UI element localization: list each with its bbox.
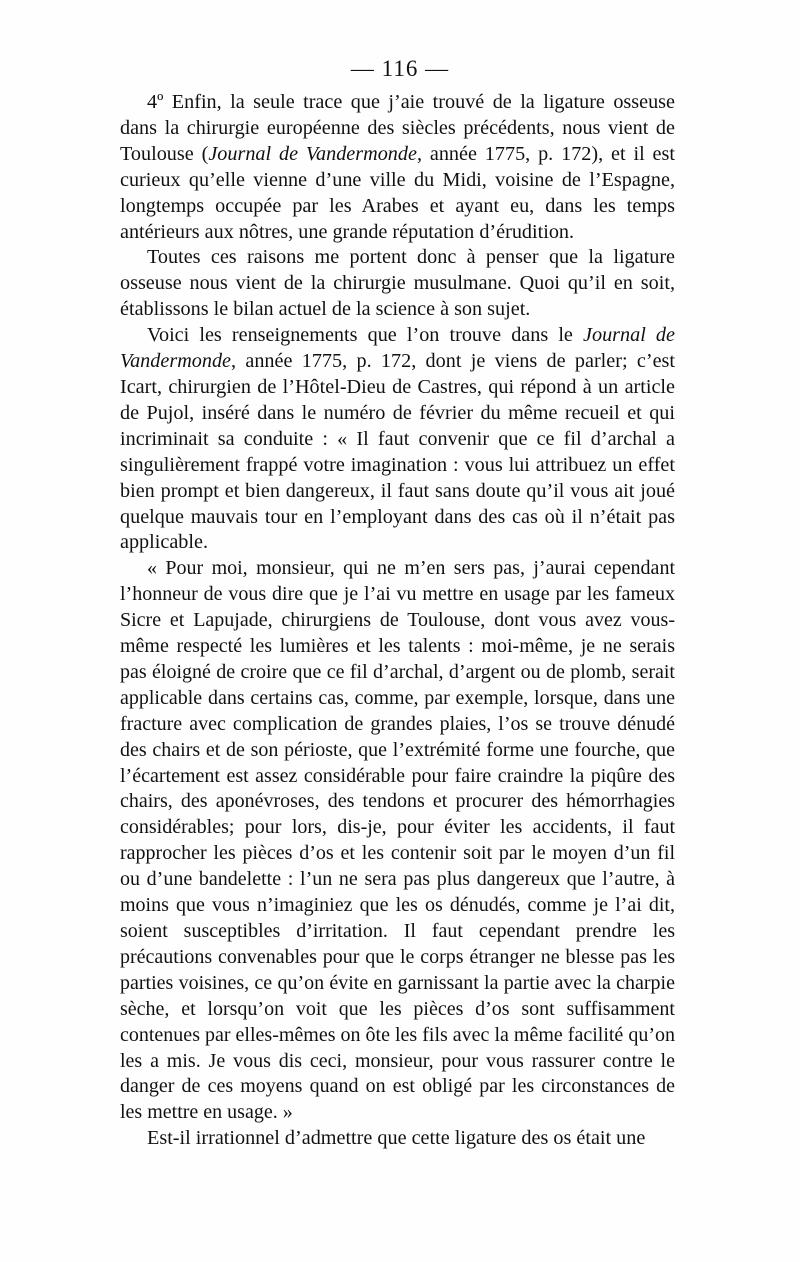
paragraph-2 [120, 245, 675, 323]
text-run: « Pour moi, monsieur, qui ne m’en sers pas, j’aurai cependant l’honneur de vous dire que je l’ai vu mettre en usage par les fameux Sicre et Lapujade, chirurgiens de Toulouse, dont vous avez vous-même respecté les lumières et les talents : moi-même, je ne serais pas éloigné de croire que ce fil d’archal, d’argent ou de plomb, serait applicable dans certains cas, comme, par exemple, lorsque, dans une fracture avec complication de grandes plaies, l’os se trouve dénudé des chairs et de son périoste, que l’extrémité forme une fourche, que l’écartement est assez considérable pour faire craindre la piqûre des chairs, des aponévroses, des tendons et procurer des hémorrhagies considérables; pour lors, dis-je, pour éviter les accidents, il faut rapprocher les pièces d’os et les contenir soit par le moyen d’un fil ou d’une bandelette : l’un ne sera pas plus dangereux que l’autre, à moins que vous n’imaginiez que les os dénudés, comme je l’ai dit, soient susceptibles d’irritation. Il faut cependant prendre les précautions convenables pour que le corps étranger ne blesse pas les parties voisines, ce qu’on évite en garnissant la partie avec la charpie sèche, et lorsqu’on voit que les pièces d’os sont suffisamment contenues par elles-mêmes on ôte les fils avec la même facilité qu’on les a mis. Je vous dis ceci, monsieur, pour vous rassurer contre le danger de ces moyens quand on est obligé par les circonstances de les mettre en usage. » [120, 557, 675, 1124]
paragraph-4-quotation [120, 556, 675, 1126]
text-run: Voici les renseignements que l’on trouve dans le [147, 324, 584, 347]
text-run: , année 1775, p. 172, dont je viens de parler; c’est Icart, chirurgien de l’Hôtel-Dieu de Castres, qui répond à un article de Pujol, inséré dans le numéro de février du même recueil et qui incriminait sa conduite : « Il faut convenir que ce fil d’archal a singulièrement frappé votre imagination : vous lui attribuez un effet bien prompt et bien dangereux, il faut sans doute qu’il vous ait joué quelque mauvais tour en l’employant dans des cas où il n’était pas applicable. [120, 350, 675, 554]
text-run: , année 1775, p. 172), et il est curieux qu’elle vienne d’une ville du Midi, voisine de l’Espagne, longtemps occupée par les Arabes et ayant eu, dans les temps antérieurs aux nôtres, une grande réputation d’érudition. [120, 142, 675, 243]
page-number: — 116 — [350, 56, 450, 81]
body-text [120, 90, 675, 1152]
paragraph-3 [120, 323, 675, 556]
journal-title-italic: Journal de Vandermonde [208, 142, 417, 165]
text-run: Est-il irrationnel d’admettre que cette ligature des os était une [147, 1127, 646, 1150]
paragraph-1 [120, 90, 675, 245]
text-run: 4º Enfin, la seule trace que j’aie trouvé de la ligature osseuse dans la chirurgie européenne des siècles précédents, nous vient de Toulouse ( [120, 91, 675, 165]
paragraph-5 [120, 1126, 675, 1152]
journal-title-italic: Journal de Vandermonde [120, 324, 675, 373]
text-run: Toutes ces raisons me portent donc à penser que la ligature osseuse nous vient de la chirurgie musulmane. Quoi qu’il en soit, établissons le bilan actuel de la science à son sujet. [120, 246, 675, 321]
